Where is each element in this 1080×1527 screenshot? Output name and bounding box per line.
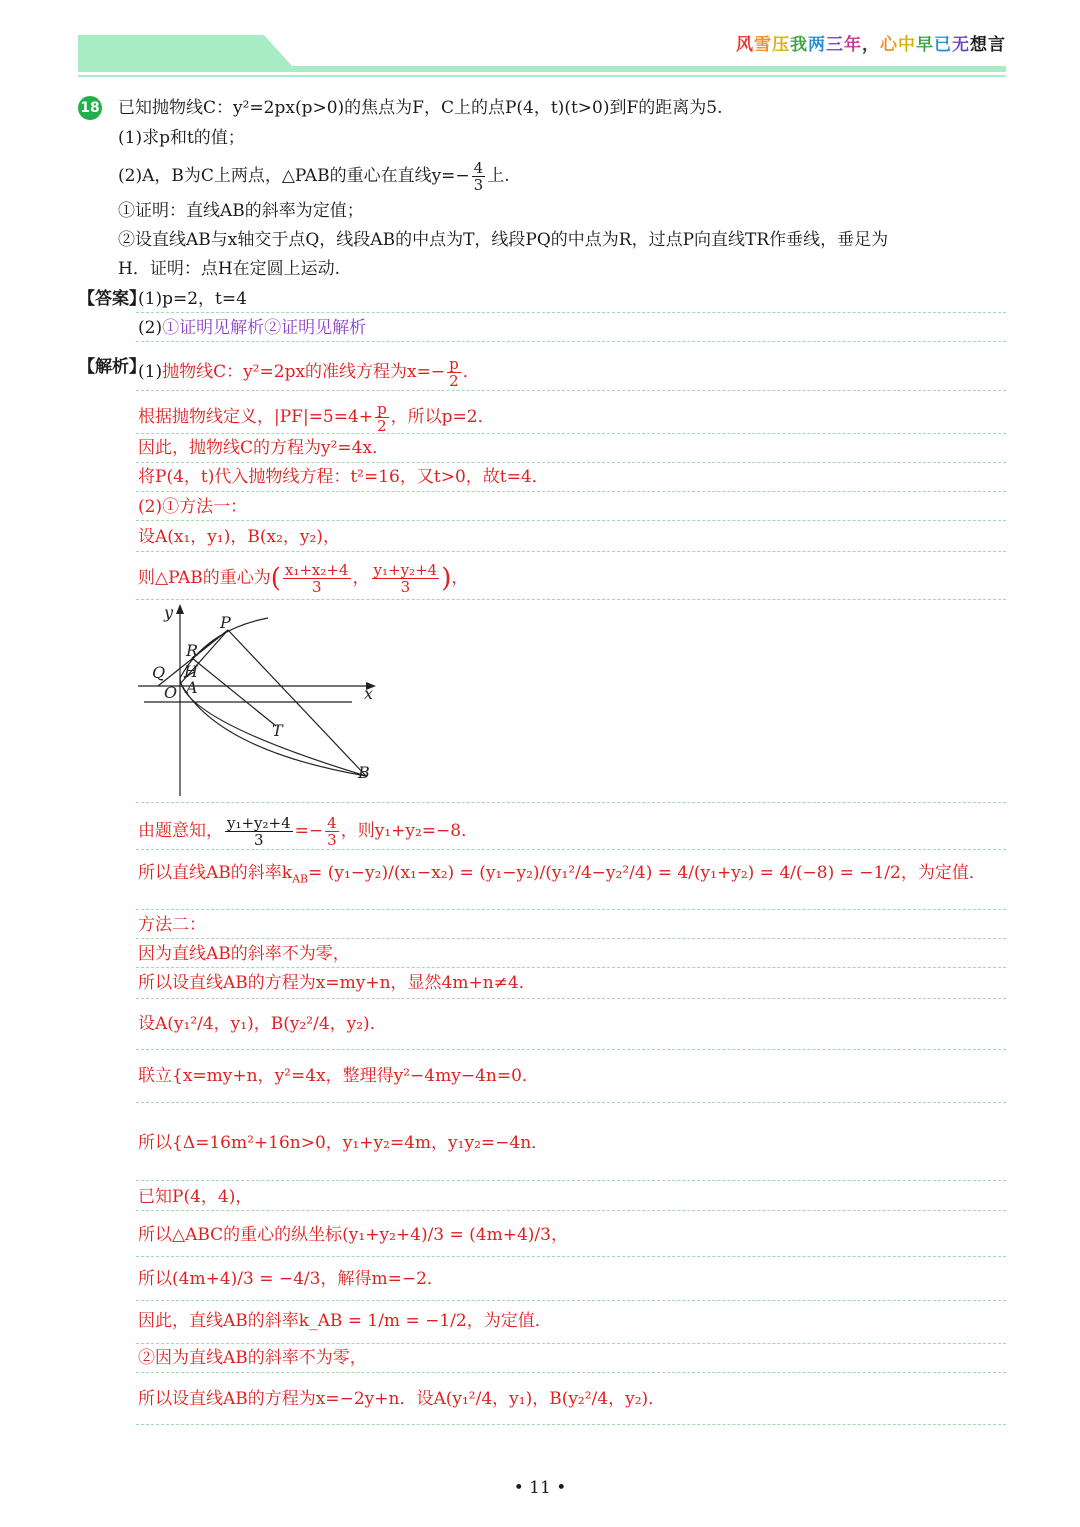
question-part1: (1)求p和t的值；: [118, 128, 245, 148]
page-number: • 11 •: [513, 1478, 567, 1498]
analysis-line-19: 因此，直线AB的斜率k_AB = 1/m = −1/2，为定值．: [138, 1311, 552, 1331]
question-number: 18: [78, 96, 102, 120]
label-y: y: [164, 603, 174, 622]
analysis-line-15: 所以{Δ=16m²+16n>0，y₁+y₂=4m，y₁y₂=−4n．: [138, 1133, 549, 1153]
rule: [136, 341, 1006, 342]
header-band: [78, 35, 293, 67]
analysis-line-12: 所以设直线AB的方程为x=my+n，显然4m+n≠4．: [138, 973, 536, 993]
analysis-line-9: 所以直线AB的斜率$k_{AB}= (y_1-y_2)/(x_1-x_2) = (y_1-y_2)/(y_1^2/4-y_2^2/4) = 4/(y_1+y_2) = 4/(-8) = -1/2$，为定值．: [138, 863, 986, 886]
y-arrow: [176, 604, 184, 614]
analysis-line-1: (1)抛物线C：y²=2px的准线方程为x=− $\frac{p}{2}$ ．: [138, 355, 480, 390]
label-T: T: [272, 721, 283, 740]
header-motto: 风雪压我两三年，心中早已无想言: [736, 35, 1006, 55]
rule: [136, 1343, 1006, 1344]
rule: [136, 1210, 1006, 1211]
question-part2: (2)A，B为C上两点，△PAB的重心在直线y=− $\frac{4}{3}$ 上.: [118, 159, 510, 194]
analysis-line-4: 将P(4，t)代入抛物线方程：t²=16，又t>0，故t=4．: [138, 467, 549, 487]
parabola-figure: [136, 600, 386, 800]
analysis-line-13: 设A(y₁²/4，y₁)，B(y₂²/4，y₂)．: [138, 1014, 387, 1034]
analysis-line-17: 所以△ABC的重心的纵坐标(y₁+y₂+4)/3 = (4m+4)/3，: [138, 1225, 568, 1245]
label-P: P: [220, 613, 231, 632]
label-B: B: [358, 763, 370, 782]
label-O: O: [164, 683, 178, 702]
rule: [136, 802, 1006, 803]
rule: [136, 998, 1006, 999]
header-rule-thin: [78, 75, 1006, 77]
header-rule: [78, 66, 1006, 72]
rule: [136, 491, 1006, 492]
rule: [136, 1300, 1006, 1301]
analysis-line-10: 方法二：: [138, 915, 206, 935]
analysis-line-8: 由题意知， $\frac{\text{y₁+y₂+4}}{3}$ =− $\frac{4}{3}$ ，则y₁+y₂=−8．: [138, 814, 479, 849]
analysis-line-11: 因为直线AB的斜率不为零，: [138, 944, 350, 964]
analysis-line-16: 已知P(4，4)，: [138, 1187, 253, 1207]
analysis-line-2: 根据抛物线定义，|PF|=5=4+ $\frac{p}{2}$ ，所以p=2．: [138, 400, 495, 435]
answer-label: 【答案】: [78, 289, 146, 309]
label-x: x: [364, 684, 374, 703]
analysis-line-7: 则△PAB的重心为( $\frac{\text{x₁+x₂+4}}{3}$ ， $\frac{\text{y₁+y₂+4}}{3}$ )，: [138, 561, 469, 596]
analysis-line-6: 设A(x₁，y₁)，B(x₂，y₂)，: [138, 527, 340, 547]
rule: [136, 1102, 1006, 1103]
rule: [136, 390, 1006, 391]
question-stem: 已知抛物线C：y²=2px(p>0)的焦点为F，C上的点P(4，t)(t>0)到F的距离为5.: [118, 98, 723, 118]
question-sub2-line1: ②设直线AB与x轴交于点Q，线段AB的中点为T，线段PQ的中点为R，过点P向直线TR作垂线，垂足为: [118, 230, 889, 250]
rule: [136, 1180, 1006, 1181]
rule: [136, 849, 1006, 850]
label-H: H: [184, 662, 198, 681]
label-Q: Q: [152, 663, 166, 682]
rule: [136, 312, 1006, 313]
rule: [136, 551, 1006, 552]
analysis-line-18: 所以(4m+4)/3 = −4/3，解得m=−2．: [138, 1269, 444, 1289]
line-PB: [228, 630, 366, 776]
rule: [136, 1424, 1006, 1425]
rule: [136, 1256, 1006, 1257]
rule: [136, 909, 1006, 910]
analysis-line-5: (2)①方法一：: [138, 497, 248, 517]
rule: [136, 938, 1006, 939]
analysis-line-3: 因此，抛物线C的方程为y²=4x．: [138, 438, 390, 458]
analysis-line-14: 联立{x=my+n，y²=4x，整理得y²−4my−4n=0．: [138, 1066, 539, 1086]
answer-line2: (2)①证明见解析②证明见解析: [138, 318, 367, 338]
question-sub2-line2: H．证明：点H在定圆上运动.: [118, 259, 341, 279]
analysis-label: 【解析】: [78, 357, 146, 377]
question-sub1: ①证明：直线AB的斜率为定值；: [118, 201, 364, 221]
rule: [136, 1049, 1006, 1050]
label-A: A: [186, 678, 198, 697]
analysis-line-21: 所以设直线AB的方程为x=−2y+n．设A(y₁²/4，y₁)，B(y₂²/4，y₂)．: [138, 1389, 666, 1409]
answer-line1: (1)p=2，t=4: [138, 289, 247, 309]
label-R: R: [186, 641, 199, 660]
rule: [136, 462, 1006, 463]
rule: [136, 1372, 1006, 1373]
rule: [136, 520, 1006, 521]
analysis-line-20: ②因为直线AB的斜率不为零，: [138, 1348, 367, 1368]
rule: [136, 967, 1006, 968]
rule: [136, 433, 1006, 434]
